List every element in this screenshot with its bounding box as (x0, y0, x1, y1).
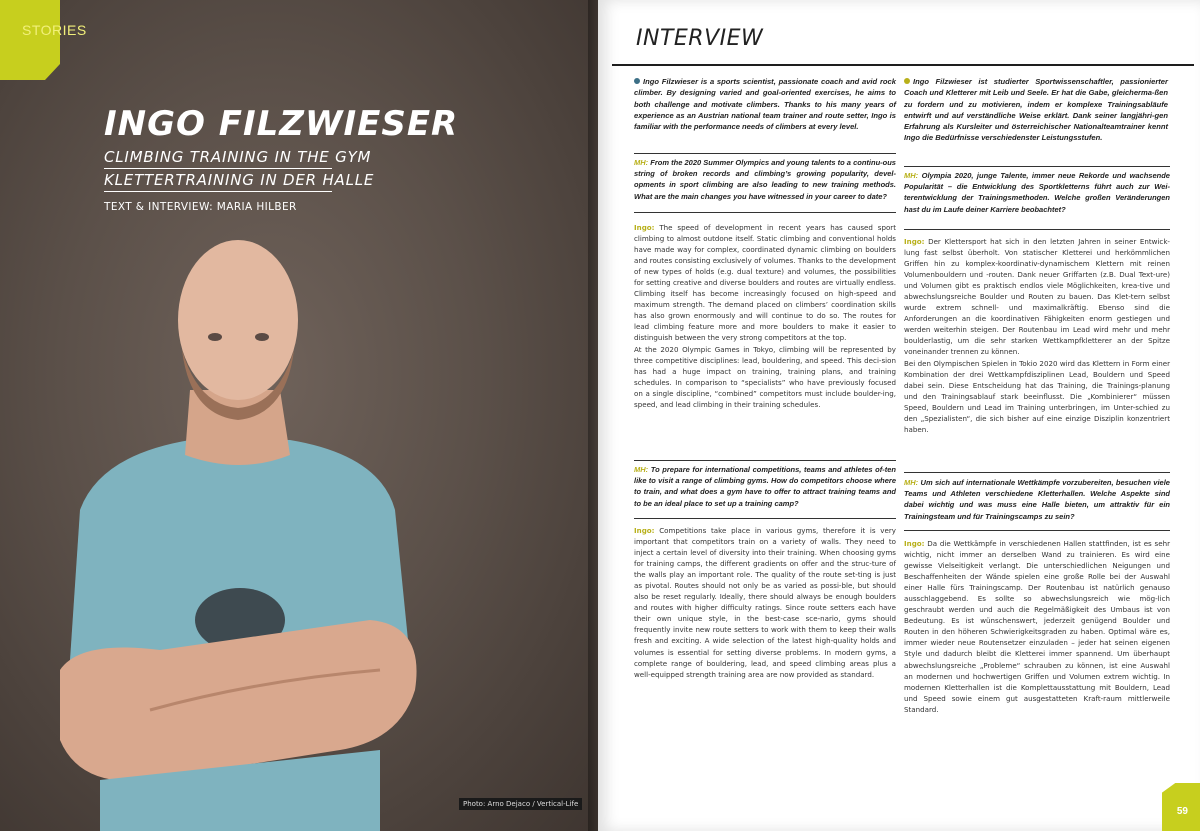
section-tab (0, 0, 60, 80)
interviewer-prefix: MH: (634, 465, 649, 474)
heading-rule (612, 64, 1194, 66)
answer-1-german-text-2: Bei den Olympischen Spielen in Tokio 2020 wird das Klettern in Form einer Kombination der drei Wettkampfdisziplinen Lead, Bouldern und Speed dabei sein. Diese Entscheidung hat das Training, die Trainings-planung und den Trainingsablauf stark beeinflusst. Die „Kombinierer“ müssen Speed, Bouldern und Lead im Training unterbringen, im Unter-schied zu den „Spezialisten“, die sich bisher auf eine einzige Disziplin konzentriert haben. (904, 358, 1170, 434)
question-rule (904, 166, 1170, 167)
intro-english (634, 76, 896, 132)
subtitle-rule (104, 168, 332, 169)
answer-2-german (904, 538, 1170, 715)
head-shape (178, 240, 298, 400)
answer-2-german-text: Da die Wettkämpfe in verschiedenen Hallen stattfinden, ist es sehr wichtig, nicht immer an derselben Wand zu trainieren. Es wird eine gewisse Vielseitigkeit verlangt. Die unterschiedlichen Neigungen und Beschaffenheiten der Wände spielen eine große Rolle bei der Auswahl einer Halle fürs Trainingscamp. Der Routenbau ist natürlich genauso ausschlaggebend. Es sollte so abwechslungsreich wie mög-lich geschraubt werden und auch die Regelmäßigkeit des Umbaus ist von Bedeutung. Es ist wünschenswert, jederzeit genügend Boulder und Routen in den höheren Schwierigkeitsgraden zu haben. Optimal wäre es, immer wieder neue Routensetzer einzuladen – jeder hat seinen eigenen Style und dadurch bleibt die Kletterei immer spannend. Um überhaupt abwechslungsreiche „Probleme“ schrauben zu können, ist eine Auswahl an modernen und hochwertigen Griffen und Volumen extrem wichtig. In modernen Kletterhallen ist die Komplettausstattung mit Bouldern, Lead und Speed sowie einem gut ausgestatteten Kraft-raum mittlerweile Standard. (904, 539, 1170, 714)
question-1-german-text: Olympia 2020, junge Talente, immer neue Rekorde und wachsende Popularität – die Entwicklung des Sportkletterns führt auch zur Wei-terentwicklung der Trainingsmethoden. Welche großen Veränderungen hast du im Laufe deiner Karriere beobachtet? (904, 171, 1170, 214)
photo-credit: Photo: Arno Dejaco / Vertical-Life (459, 798, 582, 810)
intro-english-text: Ingo Filzwieser is a sports scientist, passionate coach and avid rock climber. By designing varied and goal-oriented exercises, he aims to both challenge and motivate climbers. Thanks to his many years of experience as an Austrian national team trainer and route setter, Ingo is familiar with the performance needs of climbers at every level. (634, 77, 896, 132)
photo-page (0, 0, 598, 831)
interviewee-prefix: Ingo: (904, 539, 925, 548)
answer-2-english (634, 525, 896, 680)
question-1-english (634, 157, 896, 202)
intro-german (904, 76, 1168, 144)
question-rule (634, 212, 896, 213)
bullet-dot-icon (634, 78, 640, 84)
portrait-photo (40, 240, 440, 831)
answer-1-english-text-2: At the 2020 Olympic Games in Tokyo, climbing will be represented by three competitive disciplines: lead, bouldering, and speed. This deci-sion has had a huge impact on training, training plans, and training schedules. In comparison to “specialists” who have previously focused on a single discipline, “combined” competitors must include boulder-ing, speed, and lead climbing in their training schedules. (634, 344, 896, 409)
answer-1-german (904, 236, 1170, 435)
page-number: 59 (1176, 806, 1188, 817)
right-eye (255, 333, 269, 341)
answer-2-english-text: Competitions take place in various gyms, therefore it is very important that competitors train on a variety of walls. They need to inject a certain level of diversity into their training. When choosing gyms for training camps, the different gradients on offer and the struc-ture of the walls play an important role. The quality of the route set-ting is just as pivotal. Routes should not only be as varied as possi-ble, but should also be reset regularly. Ideally, there should always be enough boulders and routes with higher difficulty ratings. Since route setters each have their own unique style, in the best-case sce-nario, gyms should frequently invite new route setters to work with them to keep their walls fresh and exciting. A wide selection of the latest high-quality holds and volumes is essential for setting diverse problems. In modern gyms, a complete range of bouldering, lead, and speed climbing areas plus a well-equipped strength training area are now provided as standard. (634, 526, 896, 679)
question-2-english (634, 464, 896, 509)
question-rule (904, 229, 1170, 230)
answer-1-english-text: The speed of development in recent years has caused sport climbing to almost outdone itself. Static climbing and conventional holds have made way for complex, coordinated dynamic climbing on boulders and routes consisting exclusively of volumes. Thanks to the development of new types of holds (e.g. dual texture) and volumes, the possibilities for setting creative and diverse boulders and routes are virtually endless. Climbing itself has become increasingly focused on high-speed and maximum strength. The demand placed on climbers’ coordination skills has also grown enormously and will continue to do so. The routes for lead climbing feature more and more boulders to make it easier to distinguish between the very strong competitors at the top. (634, 223, 896, 343)
question-rule (634, 153, 896, 154)
text-page (598, 0, 1200, 831)
question-rule (904, 530, 1170, 531)
interviewer-prefix: MH: (904, 171, 919, 180)
interviewer-prefix: MH: (634, 158, 649, 167)
subtitle-english: CLIMBING TRAINING IN THE GYM (104, 148, 372, 166)
answer-1-german-text: Der Klettersport hat sich in den letzten Jahren in seiner Entwick-lung fast selbst überholt. Von statischer Kletterei und herkömmlichen Griffen hin zu komplex-koordinativ-dynamischem Klettern mit reinen Volumenbouldern und -routen. Dank neuer Griffarten (z.B. Dual Text-ure) und Volumen gibt es praktisch endlos viele Möglichkeiten, krea-tive und abwechslungsreiche Boulder und Routen zu bauen. Das Klet-tern selbst wurde extrem schnell- und maximalkräftig. Ebenso sind die Anforderungen an die koordinativen Fähigkeiten enorm gestiegen und werden weiterhin steigen. Der Routenbau im Lead wird mehr und mehr boulderlastig, um die sehr starken Wettkampfkletterer an der Spitze voneinander trennen zu können. (904, 237, 1170, 357)
subtitle-german: KLETTERTRAINING IN DER HALLE (104, 171, 375, 189)
subtitle-rule (104, 191, 332, 192)
left-eye (208, 333, 222, 341)
question-2-english-text: To prepare for international competitions, teams and athletes of-ten like to visit a range of climbing gyms. How do competitors choose where to train, and what does a gym have to offer to attract training teams and to be an ideal place to set up a training camp? (634, 465, 896, 508)
question-1-english-text: From the 2020 Summer Olympics and young talents to a continu-ous string of broken records and climbing’s growing popularity, devel-opments in sport climbing are also leading to new training methods. What are the main changes you have witnessed in your career to date? (634, 158, 896, 201)
page-heading: INTERVIEW (636, 26, 764, 51)
section-label: STORIES (22, 22, 87, 38)
question-rule (904, 472, 1170, 473)
byline: TEXT & INTERVIEW: MARIA HILBER (104, 201, 297, 213)
interviewee-prefix: Ingo: (634, 526, 655, 535)
question-rule (634, 460, 896, 461)
question-2-german (904, 477, 1170, 522)
interviewee-prefix: Ingo: (904, 237, 925, 246)
answer-1-english (634, 222, 896, 410)
question-2-german-text: Um sich auf internationale Wettkämpfe vorzubereiten, besuchen viele Teams und Athleten verschiedene Kletterhallen. Welche Aspekte sind dabei wichtig und was muss eine Halle bieten, um attraktiv für ein Trainingsteam und für Trainingscamps zu sein? (904, 478, 1170, 521)
intro-german-text: Ingo Filzwieser ist studierter Sportwissenschaftler, passionierter Coach und Kletterer mit Leib und Seele. Er hat die Gabe, gleicherma-ßen zu fordern und zu motivieren, indem er komplexe Trainingsabläufe entwirft und auf verständliche Weise erklärt. Dank seiner langjähri-gen Erfahrung als Kursleiter und österreichischer Nationalteamtrainer kennt Ingo die Bedürfnisse verschiedenster Leistungsstufen. (904, 77, 1168, 143)
article-headline: INGO FILZWIESER (104, 104, 459, 144)
question-rule (634, 518, 896, 519)
interviewer-prefix: MH: (904, 478, 919, 487)
bullet-dot-icon (904, 78, 910, 84)
question-1-german (904, 170, 1170, 215)
interviewee-prefix: Ingo: (634, 223, 655, 232)
